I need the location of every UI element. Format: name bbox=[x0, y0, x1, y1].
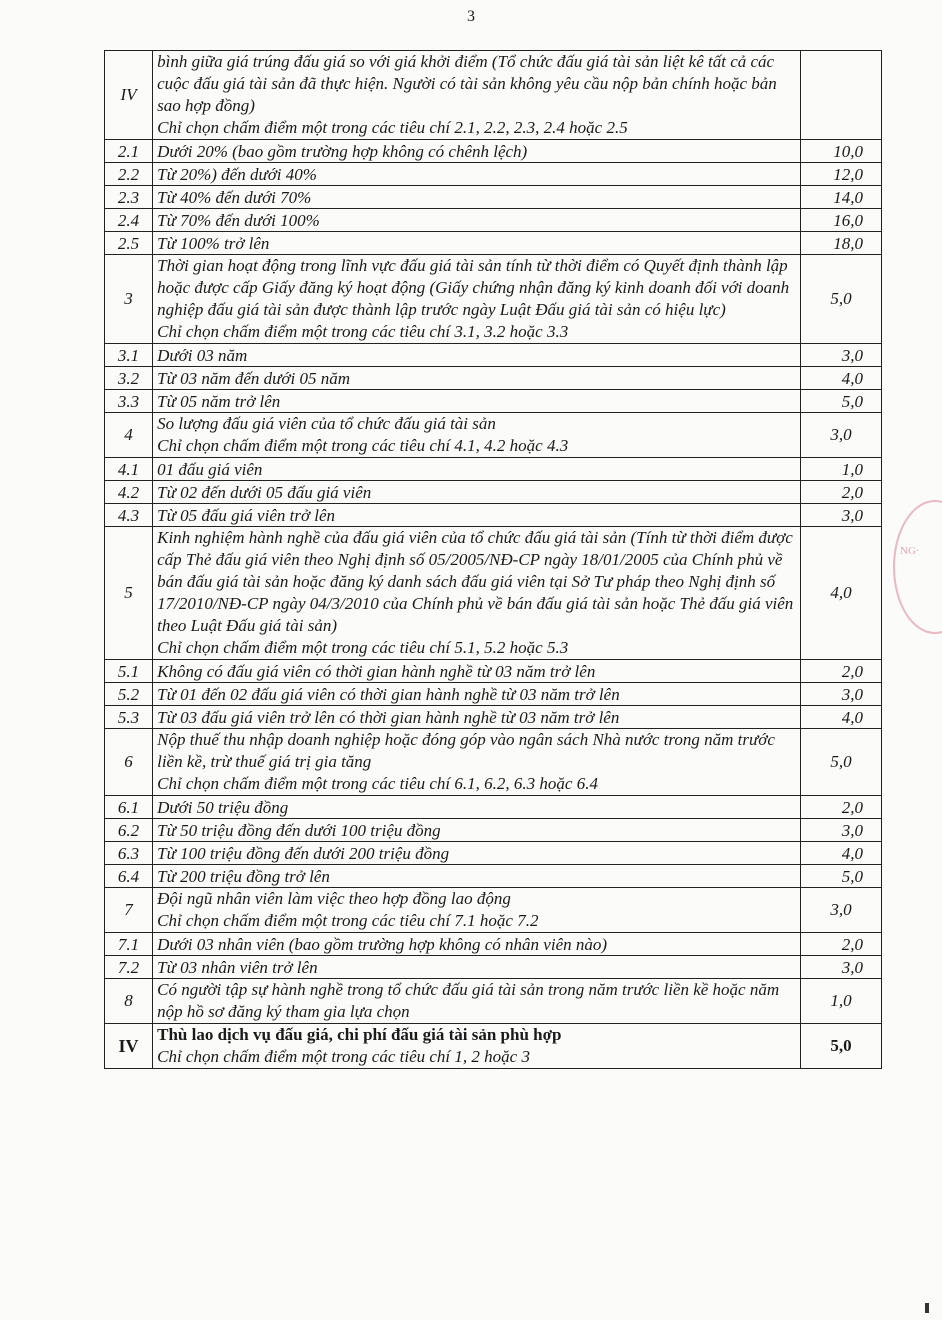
row-number: 4 bbox=[105, 413, 153, 458]
page-number: 3 bbox=[467, 8, 475, 25]
row-number: 5.1 bbox=[105, 660, 153, 683]
criterion-text bbox=[153, 729, 801, 796]
row-number: 2.3 bbox=[105, 186, 153, 209]
criterion-text bbox=[153, 888, 801, 933]
row-number: 4.3 bbox=[105, 504, 153, 527]
criterion-text bbox=[153, 979, 801, 1024]
criterion-line: bình giữa giá trúng đấu giá so với giá khởi điểm (Tổ chức đấu giá tài sản liệt kê tất cả các cuộc đấu giá tài sản đã thực hiện. Người có tài sản không yêu cầu nộp bản chính hoặc bản sao hợp đồng) bbox=[157, 52, 777, 115]
criterion-text bbox=[153, 255, 801, 344]
criterion-line: So lượng đấu giá viên của tổ chức đấu giá tài sản bbox=[157, 414, 496, 433]
criterion-row bbox=[105, 481, 882, 504]
row-number: IV bbox=[105, 1024, 153, 1069]
selection-instruction: Chỉ chọn chấm điểm một trong các tiêu chí 2.1, 2.2, 2.3, 2.4 hoặc 2.5 bbox=[157, 118, 628, 137]
stamp-text: NG· bbox=[900, 545, 920, 557]
max-score: 2,0 bbox=[801, 796, 882, 819]
max-score: 14,0 bbox=[801, 186, 882, 209]
criterion-group-row bbox=[105, 51, 882, 140]
max-score: 3,0 bbox=[801, 956, 882, 979]
scoring-table bbox=[104, 50, 882, 1069]
criterion-row bbox=[105, 796, 882, 819]
criterion-line: Kinh nghiệm hành nghề của đấu giá viên của tổ chức đấu giá tài sản (Tính từ thời điểm được cấp Thẻ đấu giá viên theo Nghị định số 05/2005/NĐ-CP ngày 18/01/2005 của Chính phủ về bán đấu giá tài sản hoặc đăng ký danh sách đấu giá viên tại Sở Tư pháp theo Nghị định số 17/2010/NĐ-CP ngày 04/3/2010 của Chính phủ về bán đấu giá tài sản hoặc Thẻ đấu giá viên theo Luật Đấu giá tài sản) bbox=[157, 528, 794, 635]
criterion-text bbox=[153, 51, 801, 140]
max-score: 5,0 bbox=[801, 1024, 882, 1069]
selection-instruction: Chỉ chọn chấm điểm một trong các tiêu chí 3.1, 3.2 hoặc 3.3 bbox=[157, 322, 569, 341]
criterion-text: Từ 70% đến dưới 100% bbox=[153, 209, 801, 232]
criterion-row bbox=[105, 706, 882, 729]
criterion-line: Thù lao dịch vụ đấu giá, chi phí đấu giá tài sản phù hợp bbox=[157, 1025, 562, 1044]
max-score: 4,0 bbox=[801, 706, 882, 729]
criterion-row bbox=[105, 660, 882, 683]
criterion-text: Từ 05 đấu giá viên trở lên bbox=[153, 504, 801, 527]
row-number: 6.4 bbox=[105, 865, 153, 888]
selection-instruction: Chỉ chọn chấm điểm một trong các tiêu chí 1, 2 hoặc 3 bbox=[157, 1047, 530, 1066]
row-number: IV bbox=[105, 51, 153, 140]
max-score: 3,0 bbox=[801, 504, 882, 527]
max-score: 10,0 bbox=[801, 140, 882, 163]
max-score: 1,0 bbox=[801, 979, 882, 1024]
max-score: 5,0 bbox=[801, 729, 882, 796]
criterion-row bbox=[105, 209, 882, 232]
max-score: 5,0 bbox=[801, 390, 882, 413]
criterion-text: Từ 20%) đến dưới 40% bbox=[153, 163, 801, 186]
criterion-text: Dưới 50 triệu đồng bbox=[153, 796, 801, 819]
criterion-text bbox=[153, 1024, 801, 1069]
selection-instruction: Chỉ chọn chấm điểm một trong các tiêu chí 6.1, 6.2, 6.3 hoặc 6.4 bbox=[157, 774, 598, 793]
criterion-row bbox=[105, 232, 882, 255]
criterion-line: Có người tập sự hành nghề trong tổ chức đấu giá tài sản trong năm trước liền kề hoặc năm nộp hồ sơ đăng ký tham gia lựa chọn bbox=[157, 980, 780, 1021]
criterion-group-row bbox=[105, 979, 882, 1024]
row-number: 5.3 bbox=[105, 706, 153, 729]
criterion-group-row bbox=[105, 527, 882, 660]
max-score: 18,0 bbox=[801, 232, 882, 255]
max-score: 3,0 bbox=[801, 819, 882, 842]
criterion-row bbox=[105, 819, 882, 842]
criterion-text: Từ 03 năm đến dưới 05 năm bbox=[153, 367, 801, 390]
criterion-row bbox=[105, 842, 882, 865]
criterion-row bbox=[105, 933, 882, 956]
criterion-text: Từ 03 nhân viên trở lên bbox=[153, 956, 801, 979]
max-score: 5,0 bbox=[801, 255, 882, 344]
criterion-text: Từ 100% trở lên bbox=[153, 232, 801, 255]
criterion-text: Không có đấu giá viên có thời gian hành nghề từ 03 năm trở lên bbox=[153, 660, 801, 683]
criterion-text: Từ 40% đến dưới 70% bbox=[153, 186, 801, 209]
max-score: 3,0 bbox=[801, 413, 882, 458]
section-row bbox=[105, 1024, 882, 1069]
row-number: 6.1 bbox=[105, 796, 153, 819]
max-score: 16,0 bbox=[801, 209, 882, 232]
max-score: 12,0 bbox=[801, 163, 882, 186]
row-number: 7.1 bbox=[105, 933, 153, 956]
row-number: 3.1 bbox=[105, 344, 153, 367]
row-number: 4.2 bbox=[105, 481, 153, 504]
criterion-row bbox=[105, 367, 882, 390]
criterion-text: 01 đấu giá viên bbox=[153, 458, 801, 481]
selection-instruction: Chỉ chọn chấm điểm một trong các tiêu chí 7.1 hoặc 7.2 bbox=[157, 911, 539, 930]
criterion-row bbox=[105, 163, 882, 186]
criterion-row bbox=[105, 344, 882, 367]
max-score: 2,0 bbox=[801, 660, 882, 683]
criterion-row bbox=[105, 504, 882, 527]
row-number: 7.2 bbox=[105, 956, 153, 979]
row-number: 5 bbox=[105, 527, 153, 660]
criterion-row bbox=[105, 140, 882, 163]
criterion-text: Từ 03 đấu giá viên trở lên có thời gian hành nghề từ 03 năm trở lên bbox=[153, 706, 801, 729]
criterion-text: Từ 02 đến dưới 05 đấu giá viên bbox=[153, 481, 801, 504]
criterion-line: Nộp thuế thu nhập doanh nghiệp hoặc đóng góp vào ngân sách Nhà nước trong năm trước liền kề, trừ thuế giá trị gia tăng bbox=[157, 730, 775, 771]
criterion-row bbox=[105, 458, 882, 481]
criterion-text: Từ 100 triệu đồng đến dưới 200 triệu đồng bbox=[153, 842, 801, 865]
row-number: 2.4 bbox=[105, 209, 153, 232]
row-number: 2.2 bbox=[105, 163, 153, 186]
selection-instruction: Chỉ chọn chấm điểm một trong các tiêu chí 4.1, 4.2 hoặc 4.3 bbox=[157, 436, 569, 455]
margin-mark bbox=[925, 1303, 929, 1313]
row-number: 3.2 bbox=[105, 367, 153, 390]
max-score: 4,0 bbox=[801, 842, 882, 865]
max-score: 2,0 bbox=[801, 481, 882, 504]
max-score: 3,0 bbox=[801, 888, 882, 933]
row-number: 3.3 bbox=[105, 390, 153, 413]
criterion-text: Dưới 03 nhân viên (bao gồm trường hợp không có nhân viên nào) bbox=[153, 933, 801, 956]
criterion-group-row bbox=[105, 255, 882, 344]
criterion-group-row bbox=[105, 729, 882, 796]
criterion-text: Từ 50 triệu đồng đến dưới 100 triệu đồng bbox=[153, 819, 801, 842]
row-number: 4.1 bbox=[105, 458, 153, 481]
criterion-text: Từ 05 năm trở lên bbox=[153, 390, 801, 413]
row-number: 6 bbox=[105, 729, 153, 796]
max-score: 3,0 bbox=[801, 344, 882, 367]
criterion-text: Từ 200 triệu đồng trở lên bbox=[153, 865, 801, 888]
criterion-text: Dưới 20% (bao gồm trường hợp không có chênh lệch) bbox=[153, 140, 801, 163]
row-number: 8 bbox=[105, 979, 153, 1024]
criterion-row bbox=[105, 683, 882, 706]
criterion-row bbox=[105, 865, 882, 888]
criterion-text: Dưới 03 năm bbox=[153, 344, 801, 367]
max-score: 3,0 bbox=[801, 683, 882, 706]
criterion-line: Thời gian hoạt động trong lĩnh vực đấu giá tài sản tính từ thời điểm có Quyết định thành lập hoặc được cấp Giấy đăng ký hoạt động (Giấy chứng nhận đăng ký kinh doanh đối với doanh nghiệp đấu giá tài sản được thành lập trước ngày Luật Đấu giá tài sản có hiệu lực) bbox=[157, 256, 790, 319]
max-score: 4,0 bbox=[801, 527, 882, 660]
row-number: 5.2 bbox=[105, 683, 153, 706]
criterion-group-row bbox=[105, 413, 882, 458]
row-number: 6.3 bbox=[105, 842, 153, 865]
max-score bbox=[801, 51, 882, 140]
row-number: 7 bbox=[105, 888, 153, 933]
max-score: 5,0 bbox=[801, 865, 882, 888]
row-number: 2.5 bbox=[105, 232, 153, 255]
red-stamp-seal bbox=[893, 500, 942, 634]
row-number: 2.1 bbox=[105, 140, 153, 163]
row-number: 6.2 bbox=[105, 819, 153, 842]
criterion-text: Từ 01 đến 02 đấu giá viên có thời gian hành nghề từ 03 năm trở lên bbox=[153, 683, 801, 706]
criterion-row bbox=[105, 186, 882, 209]
criterion-text bbox=[153, 413, 801, 458]
criterion-row bbox=[105, 956, 882, 979]
row-number: 3 bbox=[105, 255, 153, 344]
max-score: 2,0 bbox=[801, 933, 882, 956]
criterion-row bbox=[105, 390, 882, 413]
max-score: 1,0 bbox=[801, 458, 882, 481]
criterion-text bbox=[153, 527, 801, 660]
max-score: 4,0 bbox=[801, 367, 882, 390]
criterion-group-row bbox=[105, 888, 882, 933]
criterion-line: Đội ngũ nhân viên làm việc theo hợp đồng lao động bbox=[157, 889, 511, 908]
selection-instruction: Chỉ chọn chấm điểm một trong các tiêu chí 5.1, 5.2 hoặc 5.3 bbox=[157, 638, 569, 657]
